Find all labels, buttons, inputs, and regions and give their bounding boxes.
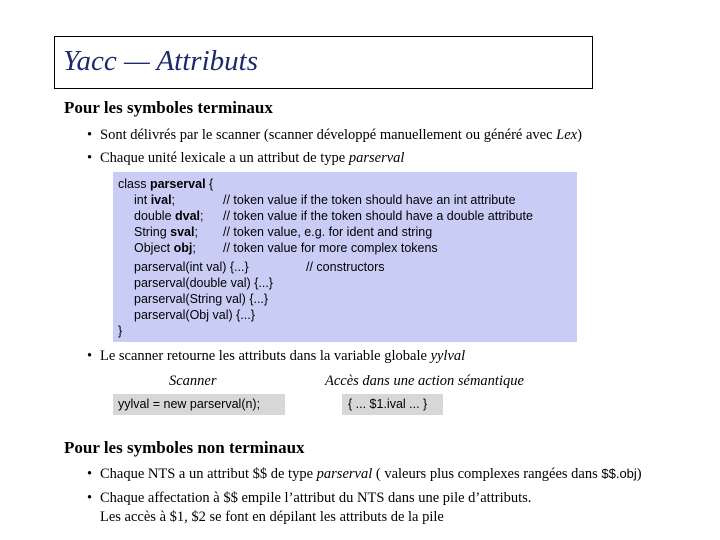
bullet-text: Le scanner retourne les attributs dans la variable globale — [100, 348, 431, 364]
title-box — [54, 36, 593, 89]
code-line-obj: Object obj; — [134, 241, 196, 255]
bullet-terminals-type — [87, 150, 404, 167]
bullet-text-mid: ( valeurs plus complexes rangées dans — [372, 466, 602, 482]
code-line-ctor-obj: parserval(Obj val) {...} — [134, 308, 255, 322]
bullet-dot: • — [87, 490, 93, 506]
bullet-nts-stack — [87, 490, 531, 507]
bullet-text: Chaque NTS a un attribut $$ de type — [100, 466, 317, 482]
bullet-dot: • — [87, 348, 93, 364]
bullet-dot: • — [87, 127, 93, 143]
code-line-ctor-string: parserval(String val) {...} — [134, 292, 269, 306]
bullet-dot: • — [87, 150, 93, 166]
code-line-sval: String sval; — [134, 225, 198, 239]
code-line-dval: double dval; — [134, 209, 204, 223]
bullet-nts-stack-continued: Les accès à $1, $2 se font en dépilant les attributs de la pile — [100, 509, 444, 525]
bullet-text: Chaque affectation à $$ empile l’attribut du NTS dans une pile d’attributs. — [100, 490, 532, 506]
section-heading-nonterminals: Pour les symboles non terminaux — [64, 438, 305, 457]
bullet-text: Chaque unité lexicale a un attribut de type — [100, 150, 349, 166]
section-heading-terminals: Pour les symboles terminaux — [64, 98, 273, 117]
bullet-text-end: ) — [636, 466, 642, 482]
bullet-text-end: ) — [577, 127, 582, 143]
bullet-code: $$.obj — [601, 466, 637, 481]
code-line-ival: int ival; — [134, 193, 176, 207]
bullet-emphasis: Lex — [556, 127, 578, 143]
code-line-ctor-int: parserval(int val) {...} — [134, 260, 249, 274]
bullet-scanner-yylval — [87, 348, 465, 365]
bullet-terminals-source — [87, 127, 582, 144]
bullet-emphasis: parserval — [316, 466, 373, 482]
action-code-box: { ... $1.ival ... } — [342, 394, 443, 415]
bullet-emphasis: yylval — [430, 348, 466, 364]
code-comment-obj: // token value for more complex tokens — [223, 241, 438, 255]
code-line-class: class parserval { — [118, 177, 214, 191]
bullet-text: Sont délivrés par le scanner (scanner développé manuellement ou généré avec — [100, 127, 557, 143]
page-title: Yacc — Attributs — [63, 45, 258, 77]
parserval-code-block — [113, 172, 577, 342]
code-line-close: } — [118, 324, 123, 338]
code-comment-dval: // token value if the token should have a double attribute — [223, 209, 533, 223]
code-comment-ival: // token value if the token should have an int attribute — [223, 193, 516, 207]
bullet-nts-attribute — [87, 466, 642, 483]
semantic-action-label: Accès dans une action sémantique — [325, 373, 524, 389]
bullet-emphasis: parserval — [348, 150, 405, 166]
bullet-dot: • — [87, 466, 93, 482]
code-line-ctor-double: parserval(double val) {...} — [134, 276, 273, 290]
scanner-label: Scanner — [169, 373, 217, 389]
scanner-code-box: yylval = new parserval(n); — [113, 394, 285, 415]
code-comment-sval: // token value, e.g. for ident and string — [223, 225, 433, 239]
code-comment-ctors: // constructors — [306, 260, 385, 274]
